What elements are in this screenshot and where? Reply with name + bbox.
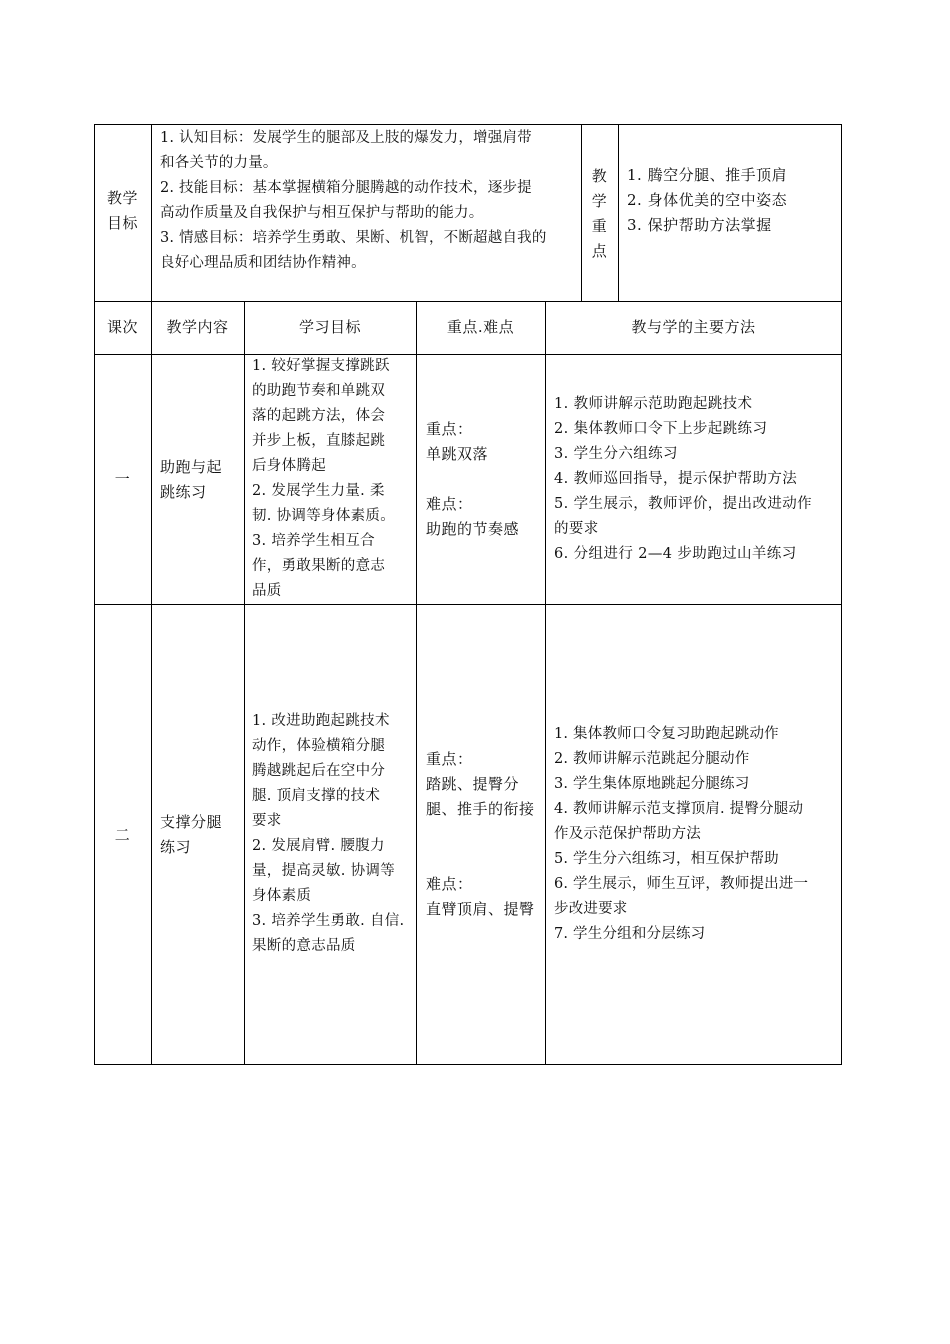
row2-key-label: 重点： bbox=[426, 750, 473, 768]
divider bbox=[151, 301, 152, 1065]
divider bbox=[416, 301, 417, 1065]
divider bbox=[618, 124, 619, 302]
divider bbox=[545, 301, 546, 1065]
objectives-text: 1. 认知目标：发展学生的腿部及上肢的爆发力，增强肩带 和各关节的力量。 2. 技能目标：基本掌握横箱分腿腾越的动作技术，逐步提 高动作质量及自我保护与相互保护与帮助的能力。 3. 情感目标：培养学生勇敢、果断、机智，不断超越自我的 良好心理品质和团结协作精神。 bbox=[160, 130, 547, 271]
row2-difficulty-text: 直臂顶肩、提臀 bbox=[426, 900, 535, 918]
header-goals: 学习目标 bbox=[298, 318, 361, 336]
row2-methods: 1. 集体教师口令复习助跑起跳动作 2. 教师讲解示范跳起分腿动作 3. 学生集体原地跳起分腿练习 4. 教师讲解示范支撑顶肩. 提臀分腿动 作及示范保护帮助方法 5. 学生分六组练习，相互保护帮助 6. 学生展示，师生互评，教师提出进一 步改进要求 7. 学生分组和分层练习 bbox=[554, 726, 809, 942]
row1-key-label: 重点： bbox=[426, 420, 473, 438]
keypoints-text: 1. 腾空分腿、推手顶肩 2. 身体优美的空中姿态 3. 保护帮助方法掌握 bbox=[627, 166, 788, 234]
divider bbox=[244, 301, 245, 1065]
objectives-heading: 教学 目标 bbox=[106, 189, 138, 232]
row2-lesson: 二 bbox=[114, 826, 131, 844]
row1-goals: 1. 较好掌握支撑跳跃 的助跑节奏和单跳双 落的起跳方法，体会 并步上板，直膝起跳 后身体腾起 2. 发展学生力量. 柔 韧. 协调等身体素质。 3. 培养学生相互合 作，勇敢果断的意志 品质 bbox=[252, 358, 396, 599]
row-divider bbox=[94, 604, 842, 605]
divider bbox=[151, 124, 152, 302]
row1-key-text: 单跳双落 bbox=[426, 445, 489, 463]
keypoints-heading: 教 学 重 点 bbox=[591, 167, 608, 260]
row1-lesson: 一 bbox=[114, 470, 131, 488]
row1-content: 助跑与起 跳练习 bbox=[160, 458, 223, 501]
header-key-difficulty: 重点.难点 bbox=[446, 318, 515, 336]
header-methods: 教与学的主要方法 bbox=[631, 318, 756, 336]
row2-key-text: 踏跳、提臀分 腿、推手的衔接 bbox=[426, 775, 535, 818]
header-content: 教学内容 bbox=[166, 318, 229, 336]
header-lesson: 课次 bbox=[106, 318, 138, 336]
row1-methods: 1. 教师讲解示范助跑起跳技术 2. 集体教师口令下上步起跳练习 3. 学生分六组练习 4. 教师巡回指导，提示保护帮助方法 5. 学生展示，教师评价，提出改进动作 的要求 6. 分组进行 2—4 步助跑过山羊练习 bbox=[554, 396, 813, 562]
row1-difficulty-label: 难点： bbox=[426, 495, 473, 513]
row1-difficulty-text: 助跑的节奏感 bbox=[426, 520, 520, 538]
row-divider bbox=[94, 354, 842, 355]
row2-content: 支撑分腿 练习 bbox=[160, 813, 223, 856]
row2-goals: 1. 改进助跑起跳技术 动作，体验横箱分腿 腾越跳起后在空中分 腿. 顶肩支撑的技术 要求 2. 发展肩臂. 腰腹力 量，提高灵敏. 协调等 身体素质 3. 培养学生勇敢. 自信. 果断的意志品质 bbox=[252, 713, 405, 954]
row2-difficulty-label: 难点： bbox=[426, 875, 473, 893]
